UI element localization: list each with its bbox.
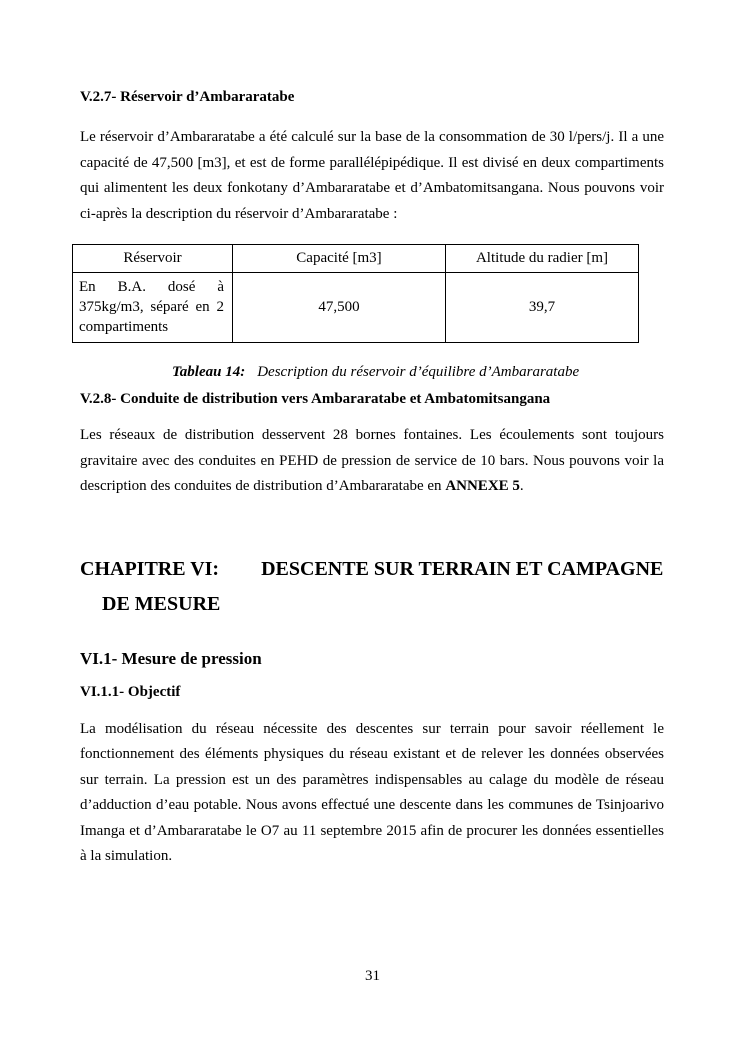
section-heading-v28: V.2.8- Conduite de distribution vers Ambararatabe et Ambatomitsangana — [80, 391, 551, 407]
table-caption-label: Tableau 14: — [172, 364, 246, 380]
paragraph-modelisation: La modélisation du réseau nécessite des descentes sur terrain pour savoir réellement le fonctionnement des éléments physiques du réseau existant et de relever les données observées sur terrain. La pression est un des paramètres indispensables au calage du modèle de réseau d’adduction d’eau potable. Nous avons effectué une descente dans les communes de Tsinjoarivo Imanga et d’Ambararatabe le O7 au 11 septembre 2015 afin de procurer les données essentielles à la simulation. — [80, 720, 664, 864]
reservoir-table-data-row — [73, 273, 639, 343]
subsection-heading-objectif: VI.1.1- Objectif — [80, 683, 181, 700]
paragraph-reservoir-description: Le réservoir d’Ambararatabe a été calculé sur la base de la consommation de 30 l/pers/j. Il a une capacité de 47,500 [m3], et est de forme parallélépipédique. Il est divisé en deux compartiments qui alimentent les deux fonkotany d’Ambararatabe et d’Ambatomitsangana. Nous pouvons voir ci-après la description du réservoir d’Ambararatabe : — [80, 129, 664, 222]
paragraph-distribution-end: . — [519, 478, 524, 494]
page-number: 31 — [365, 968, 380, 984]
table-header-altitude: Altitude du radier [m] — [446, 245, 639, 273]
table-cell-altitude-value: 39,7 — [446, 273, 639, 343]
table-cell-capacity-value: 47,500 — [233, 273, 446, 343]
table-header-capacity: Capacité [m3] — [233, 245, 446, 273]
table-header-reservoir: Réservoir — [73, 245, 233, 273]
section-heading-v27: V.2.7- Réservoir d’Ambararatabe — [80, 89, 295, 105]
reservoir-table-header-row — [73, 245, 639, 273]
table-caption-text: Description du réservoir d’équilibre d’Ambararatabe — [257, 364, 580, 380]
table-cell-reservoir-description: En B.A. dosé à 375kg/m3, séparé en 2 compartiments — [73, 273, 233, 343]
section-heading-vi1: VI.1- Mesure de pression — [80, 648, 262, 668]
paragraph-distribution-text: Les réseaux de distribution desservent 28 bornes fontaines. Les écoulements sont toujours gravitaire avec des conduites en PEHD de pression de service de 10 bars. Nous pouvons voir la description des conduites de distribution d’Ambararatabe en — [80, 427, 664, 494]
reservoir-table — [72, 244, 639, 343]
table-caption — [172, 364, 664, 381]
chapter-label: CHAPITRE VI: — [80, 557, 220, 580]
paragraph-distribution — [80, 423, 664, 500]
annexe-reference: ANNEXE 5 — [445, 478, 520, 494]
chapter-heading — [80, 552, 666, 622]
chapter-title: DESCENTE SUR TERRAIN ET CAMPAGNE DE MESURE — [102, 557, 664, 615]
